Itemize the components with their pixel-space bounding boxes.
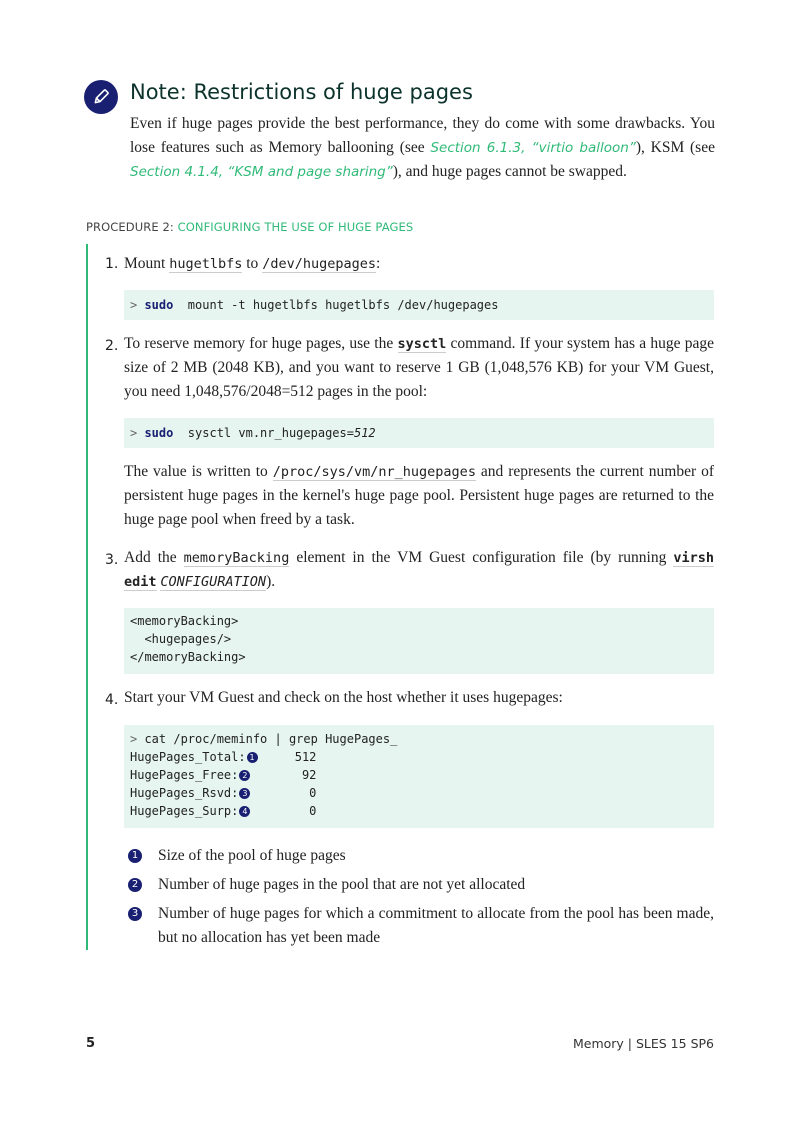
step-3-text: Add the memoryBacking element in the VM Guest configuration file (by running virsh edit CONFIGURATION). <box>124 549 714 590</box>
callout-marker: 3 <box>239 788 250 799</box>
callout-marker: 2 <box>239 770 250 781</box>
callout-text: Number of huge pages for which a commitment to allocate from the pool has been made, but no allocation has yet been made <box>158 905 714 946</box>
step-4-text: Start your VM Guest and check on the host whether it uses hugepages: <box>124 689 563 706</box>
note-body: Even if huge pages provide the best performance, they do come with some drawbacks. You lose features such as Memory ballooning (see Section 6.1.3, “virtio balloon”), KSM (see Section 4.1.4, “KSM and page sharing”), and huge pages cannot be swapped. <box>130 115 715 180</box>
code-block: > sudo sysctl vm.nr_hugepages=512 <box>124 418 714 448</box>
step-2-text: To reserve memory for huge pages, use the sysctl command. If your system has a huge page size of 2 MB (2048 KB), and you want to reserve 1 GB (1,048,576 KB) for your VM Guest, you need 1,048,576/2048=512 pages in the pool: <box>124 335 714 400</box>
pencil-icon <box>84 80 118 114</box>
step-number: 3. <box>105 552 119 568</box>
footer-section: Memory | SLES 15 SP6 <box>572 1036 714 1051</box>
xref-virtio-balloon[interactable]: Section 6.1.3, “virtio balloon” <box>430 140 636 156</box>
callout-text: Number of huge pages in the pool that are not yet allocated <box>158 876 526 893</box>
code-block: <memoryBacking> <hugepages/> </memoryBacking> <box>124 608 714 674</box>
step-number: 1. <box>105 256 119 272</box>
step-2-after-text: The value is written to /proc/sys/vm/nr_hugepages and represents the current number of persistent huge pages in the kernel's huge page pool. Persistent huge pages are returned to the huge page pool when freed by a task. <box>124 463 714 528</box>
page-number: 5 <box>86 1036 96 1051</box>
procedure-title: PROCEDURE 2: CONFIGURING THE USE OF HUGE PAGES <box>86 220 414 234</box>
callout-marker: 1 <box>247 752 258 763</box>
callout-marker: 4 <box>239 806 250 817</box>
callout-text: Size of the pool of huge pages <box>158 847 346 864</box>
step-1-text: Mount hugetlbfs to /dev/hugepages: <box>124 255 381 272</box>
code-block: > cat /proc/meminfo | grep HugePages_ HugePages_Total: 1 512 HugePages_Free: 2 92 HugePages_Rsvd: 3 0 HugePages_Surp: 4 0 <box>124 725 714 828</box>
callout-bullet: 3 <box>128 907 142 921</box>
xref-ksm[interactable]: Section 4.1.4, “KSM and page sharing” <box>130 164 393 180</box>
note-title: Note: Restrictions of huge pages <box>130 80 473 104</box>
callout-bullet: 2 <box>128 878 142 892</box>
procedure-bar <box>86 244 88 950</box>
code-block: > sudo mount -t hugetlbfs hugetlbfs /dev/hugepages <box>124 290 714 320</box>
callout-bullet: 1 <box>128 849 142 863</box>
step-number: 2. <box>105 338 119 354</box>
step-number: 4. <box>105 692 119 708</box>
